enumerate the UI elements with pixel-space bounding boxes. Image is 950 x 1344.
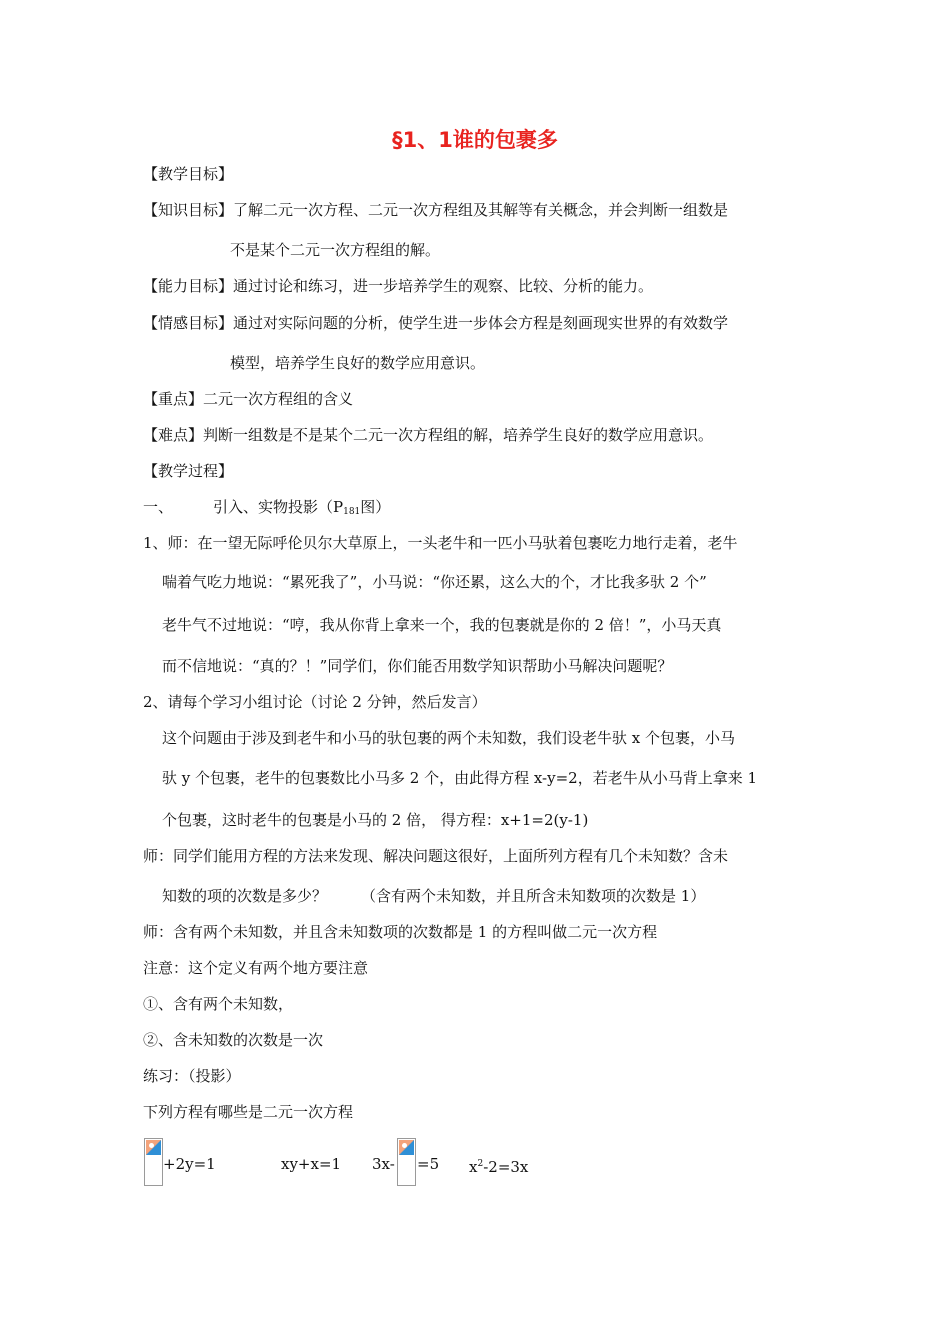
section-one-text	[213, 497, 390, 522]
section-one-label: 引入、实物投影（P	[213, 498, 344, 516]
difficulty-line: 【难点】判断一组数是不是某个二元一次方程组的解，培养学生良好的数学应用意识。	[143, 426, 714, 444]
teacher-question-answer: （含有两个未知数，并且所含未知数项的次数是 1）	[361, 887, 706, 905]
story-line-2: 喘着气吃力地说：“累死我了”，小马说：“你还累，这么大的个，才比我多驮 2 个”	[162, 573, 707, 591]
equation-4-exponent: 2	[477, 1159, 484, 1169]
page-ref-subscript: 181	[343, 507, 361, 517]
ability-goal-line: 【能力目标】通过讨论和练习，进一步培养学生的观察、比较、分析的能力。	[143, 277, 654, 295]
knowledge-goal-line-1: 【知识目标】了解二元一次方程、二元一次方程组及其解等有关概念，并会判断一组数是	[143, 201, 729, 219]
equation-4-rest: -2=3x	[483, 1158, 529, 1176]
section-one-tail: 图）	[360, 498, 391, 516]
story-line-4: 而不信地说：“真的？！”同学们，你们能否用数学知识帮助小马解决问题呢？	[162, 657, 673, 675]
teacher-question-line-1: 师：同学们能用方程的方法来发现、解决问题这很好，上面所列方程有几个未知数？含未	[143, 847, 729, 865]
emotion-goal-line-2: 模型，培养学生良好的数学应用意识。	[230, 354, 486, 372]
discussion-line: 2、请每个学习小组讨论（讨论 2 分钟，然后发言）	[143, 693, 487, 711]
story-line-3: 老牛气不过地说：“哼，我从你背上拿来一个，我的包裹就是你的 2 倍！”，小马天真	[162, 616, 722, 634]
equation-3-left: 3x-	[372, 1155, 395, 1173]
emotion-goal-line-1: 【情感目标】通过对实际问题的分析，使学生进一步体会方程是刻画现实世界的有效数学	[143, 314, 729, 332]
teaching-goals-heading: 【教学目标】	[143, 165, 234, 183]
section-one-number: 一、	[143, 498, 174, 516]
note-point-2: ②、含未知数的次数是一次	[143, 1031, 324, 1049]
teacher-question-line-2: 知数的项的次数是多少？	[162, 887, 328, 905]
exercise-label: 练习：（投影）	[143, 1067, 241, 1085]
broken-image-icon	[144, 1138, 163, 1186]
key-point-line: 【重点】二元一次方程组的含义	[143, 390, 354, 408]
broken-image-icon	[397, 1138, 416, 1186]
note-line: 注意：这个定义有两个地方要注意	[143, 959, 369, 977]
teaching-process-heading: 【教学过程】	[143, 462, 234, 480]
analysis-line-3: 个包裹，这时老牛的包裹是小马的 2 倍， 得方程：x+1=2(y-1)	[162, 811, 589, 829]
page-title: §1、1谁的包裹多	[392, 128, 558, 152]
equation-4-base: x	[469, 1158, 478, 1176]
equation-3-right: =5	[417, 1155, 440, 1173]
equation-1: +2y=1	[163, 1155, 216, 1173]
equation-4	[469, 1154, 528, 1177]
knowledge-goal-line-2: 不是某个二元一次方程组的解。	[230, 241, 441, 259]
equation-2: xy+x=1	[281, 1155, 342, 1173]
story-line-1: 1、师：在一望无际呼伦贝尔大草原上，一头老牛和一匹小马驮着包裹吃力地行走着，老牛	[143, 534, 738, 552]
analysis-line-1: 这个问题由于涉及到老牛和小马的驮包裹的两个未知数，我们设老牛驮 x 个包裹，小马	[162, 729, 735, 747]
note-point-1: ①、含有两个未知数，	[143, 995, 294, 1013]
analysis-line-2: 驮 y 个包裹，老牛的包裹数比小马多 2 个，由此得方程 x-y=2，若老牛从小马背上拿来 1	[162, 769, 758, 787]
definition-line: 师：含有两个未知数，并且含未知数项的次数都是 1 的方程叫做二元一次方程	[143, 923, 658, 941]
exercise-prompt: 下列方程有哪些是二元一次方程	[143, 1103, 354, 1121]
